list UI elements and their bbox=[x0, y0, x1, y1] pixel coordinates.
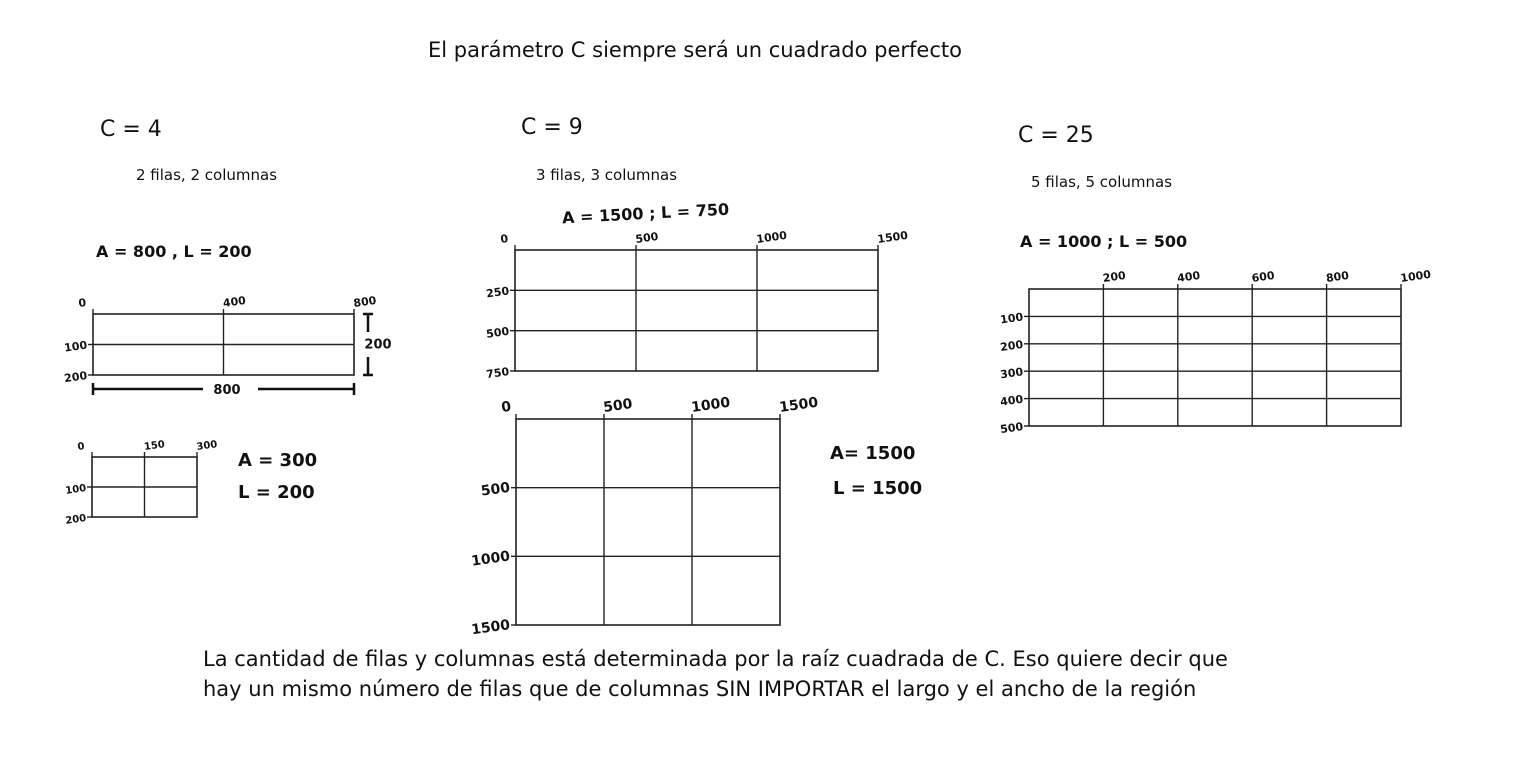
c4-dimensions: A = 800 , L = 200 bbox=[96, 242, 252, 261]
x-tick-label: 0 bbox=[77, 296, 87, 310]
x-tick-label: 1500 bbox=[876, 228, 909, 246]
y-tick-label: 300 bbox=[999, 365, 1024, 382]
x-tick-label: 200 bbox=[1102, 268, 1127, 285]
x-tick-label: 400 bbox=[222, 293, 247, 310]
y-tick-label: 200 bbox=[63, 369, 88, 386]
c25-label: C = 25 bbox=[1018, 123, 1094, 148]
x-tick-label: 150 bbox=[143, 439, 166, 453]
x-tick-label: 600 bbox=[1250, 268, 1276, 285]
c9-description: 3 filas, 3 columnas bbox=[536, 166, 678, 184]
c4-description: 2 filas, 2 columnas bbox=[136, 166, 278, 184]
c25-description: 5 filas, 5 columnas bbox=[1031, 173, 1173, 191]
grid-note-l: L = 1500 bbox=[833, 478, 923, 499]
y-tick-label: 200 bbox=[999, 337, 1024, 354]
x-tick-label: 500 bbox=[602, 396, 634, 416]
x-tick-label: 1000 bbox=[1399, 267, 1432, 285]
x-tick-label: 800 bbox=[352, 293, 378, 310]
x-tick-label: 0 bbox=[500, 398, 513, 416]
y-tick-label: 1500 bbox=[470, 617, 512, 639]
page-title: El parámetro C siempre será un cuadrado perfecto bbox=[428, 38, 962, 62]
width-dimension-label: 800 bbox=[213, 383, 241, 398]
footer-line-2: hay un mismo número de filas que de columnas SIN IMPORTAR el largo y el ancho de la región bbox=[203, 677, 1197, 701]
x-tick-label: 500 bbox=[634, 229, 660, 246]
c4-label: C = 4 bbox=[100, 117, 162, 142]
grid-border bbox=[515, 250, 878, 371]
y-tick-label: 100 bbox=[999, 310, 1024, 327]
c9-dimensions: A = 1500 ; L = 750 bbox=[561, 199, 730, 228]
x-tick-label: 0 bbox=[499, 232, 509, 246]
grid-border bbox=[1029, 289, 1401, 426]
grid-note-a: A= 1500 bbox=[830, 443, 916, 464]
grid-note-l: L = 200 bbox=[238, 482, 315, 503]
x-tick-label: 1500 bbox=[778, 394, 820, 416]
x-tick-label: 0 bbox=[76, 441, 86, 453]
y-tick-label: 500 bbox=[485, 324, 510, 341]
c25-dimensions: A = 1000 ; L = 500 bbox=[1020, 232, 1188, 251]
c9-label: C = 9 bbox=[521, 115, 583, 140]
footer-line-1: La cantidad de filas y columnas está determinada por la raíz cuadrada de C. Eso quiere decir que bbox=[203, 647, 1228, 671]
height-dimension-label: 200 bbox=[364, 337, 392, 353]
grid-border bbox=[516, 419, 780, 625]
y-tick-label: 400 bbox=[999, 392, 1024, 409]
y-tick-label: 750 bbox=[485, 365, 510, 382]
x-tick-label: 300 bbox=[195, 439, 219, 453]
y-tick-label: 250 bbox=[485, 284, 510, 301]
x-tick-label: 400 bbox=[1176, 268, 1201, 285]
grid-note-a: A = 300 bbox=[238, 450, 318, 471]
y-tick-label: 500 bbox=[999, 420, 1024, 437]
x-tick-label: 1000 bbox=[690, 394, 732, 416]
y-tick-label: 100 bbox=[64, 483, 87, 497]
y-tick-label: 200 bbox=[64, 513, 87, 527]
y-tick-label: 100 bbox=[63, 338, 88, 355]
y-tick-label: 1000 bbox=[470, 548, 512, 570]
y-tick-label: 500 bbox=[479, 479, 512, 500]
x-tick-label: 800 bbox=[1325, 268, 1350, 285]
x-tick-label: 1000 bbox=[755, 228, 788, 246]
